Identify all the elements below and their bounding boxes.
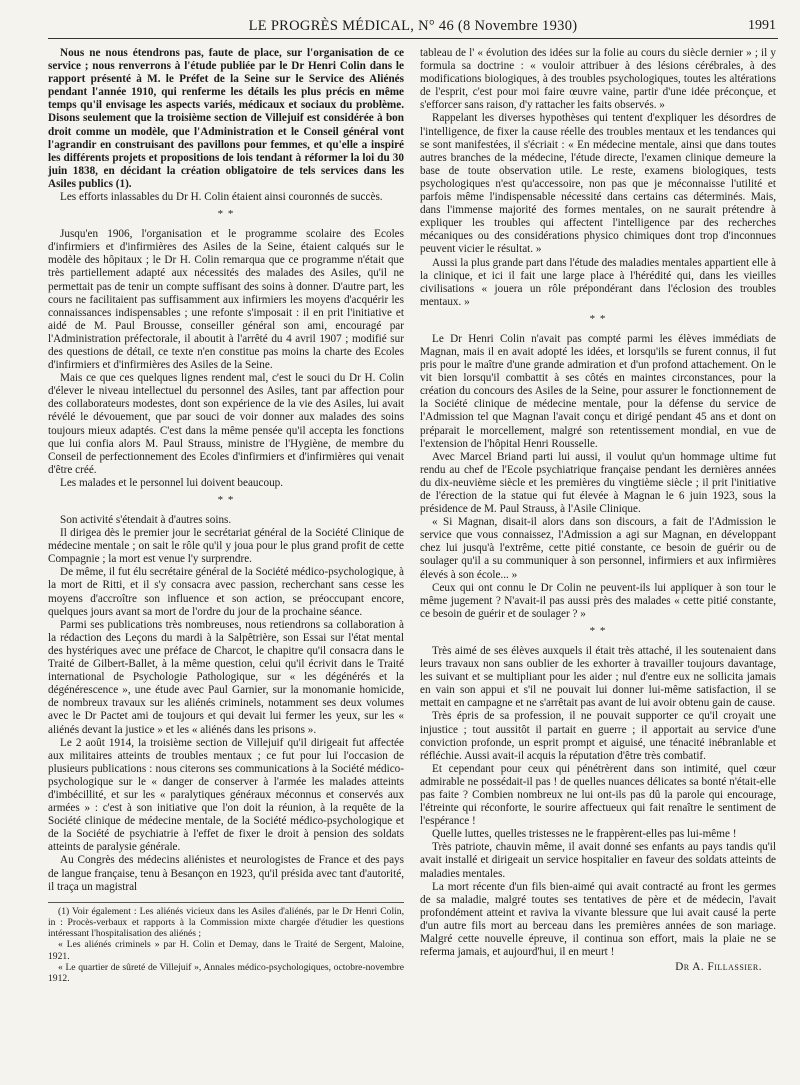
footnote: « Les aliénés criminels » par H. Colin et Demay, dans le Traité de Sergent, Maloine, 1921. [48,939,404,962]
author-signature: Dr A. Fillassier. [675,961,762,974]
paragraph: Et cependant pour ceux qui pénétrèrent dans son intimité, quel cœur admirable ne possédait-il pas ! de quelles nuances délicates sa bonté n'était-elle pas faite ? Combien nombreux ne lui ont-ils pas dû la parole qui encourage, l'étreinte qui réconforte, le sourire affectueux qui fait renaître le sentiment de l'espérance ! [420,762,776,828]
paragraph: « Si Magnan, disait-il alors dans son discours, a fait de l'Admission le service que vous connaissez, l'Admission a agi sur Magnan, en développant chez lui jusqu'à l'extrême, cette pitié constante, ce besoin de guérir ou de soulager qu'il a su communiquer à son personnel, infirmiers et aux infirmières élevés à son école... » [420,516,776,581]
section-separator: * * [217,494,235,506]
paragraph: tableau de l' « évolution des idées sur la folie au cours du siècle dernier » ; il y formula sa doctrine : « vouloir attribuer à des lésions cérébrales, à des modifications biologiques, à des troubles psychologiques, toutes les altérations de l'esprit, c'est pour moi faire œuvre vaine, partir d'une idée préconçue, et s'efforcer sans raison, d'y rattacher les faits observés. » [420,47,776,112]
paragraph: Rappelant les diverses hypothèses qui tentent d'expliquer les désordres de l'intelligence, de fixer la cause réelle des troubles mentaux et les tendances qui se sont manifestées, il s'écriait : « En médecine mentale, ainsi que dans toutes autres branches de la médecine, l'étude directe, l'examen clinique demeure la base de toute observation utile. Le reste, examens biologiques, tests psychologiques n'est qu'accessoire, non pas que je méconnaisse l'utilité et parfois même l'indispensable nécessité dans certains cas déterminés. Mais, dans l'immense majorité des formes mentales, on ne saurait prétendre à expliquer les troubles qui affectent l'intelligence par des recherches mécaniques ou des considérations physico chimiques dont trop d'inconnues peuvent vicier le résultat. » [420,112,776,256]
paragraph: Très épris de sa profession, il ne pouvait supporter ce qu'il croyait une injustice ; tout aussitôt il partait en guerre ; il apportait au service d'une conviction profonde, un esprit prompt et aiguisé, une ténacité inébranlable et réfléchie. Aussi avait-il acquis la réputation d'être très combatif. [420,710,776,762]
section-separator: * * [589,312,607,325]
paragraph: Jusqu'en 1906, l'organisation et le programme scolaire des Ecoles d'infirmiers et d'infirmières des Asiles de la Seine, étaient calqués sur le modèle des hôpitaux ; le Dr H. Colin remarqua que ce programme n'était que très partiellement adapté aux nécessités des malades des Asiles, qu'il ne permettait pas de tenir un compte suffisant des soins à donner. D'autre part, les cours ne facilitaient pas suffisamment aux infirmiers les moyens d'acquérir les connaissances indispensables ; une refonte s'imposait : il en prit l'initiative et aidé de M. Paul Brousse, conseiller général son ami, encouragé par l'Administration préfectorale, il aboutit à l'arrêté du 4 avril 1907 ; modifié sur des questions de détail, ce texte n'en constitue pas moins la charte des Ecoles d'infirmiers et d'infirmières des Asiles de la Seine. [48,228,404,372]
footnote: « Le quartier de sûreté de Villejuif », Annales médico-psychologiques, octobre-novembre 1912. [48,961,404,984]
footnote: (1) Voir également : Les aliénés vicieux dans les Asiles d'aliénés, par le Dr Henri Colin, in : Procès-verbaux et rapports à la Commission mixte chargée d'étudier les questions intéressant l'hospitalisation des aliénés ; [48,905,404,940]
section-separator: * * [217,208,235,221]
paragraph: Les efforts inlassables du Dr H. Colin étaient ainsi couronnés de succès. [60,191,383,204]
paragraph: La mort récente d'un fils bien-aimé qui avait contracté au front les germes de sa maladie, malgré toutes ses tentatives de père et de médecin, l'avait profondément atteint et raviva la vivante blessure que lui avait causé la perte d'un autre fils mort au berceau dans les premières années de son mariage. Malgré cette nouvelle épreuve, il continua son effort, mais la plaie ne se referma jamais, et aujourd'hui, il en meurt ! [420,880,776,959]
paragraph: Au Congrès des médecins aliénistes et neurologistes de France et des pays de langue française, tenu à Besançon en 1923, qu'il présida avec tant d'autorité, il traça un magistral [48,854,404,893]
paragraph: Très aimé de ses élèves auxquels il était très attaché, il les soutenaient dans leurs travaux non sans oublier de les exhorter à travailler toujours davantage, les suivant et se multipliant pour les aider ; nul d'entre eux ne sollicita jamais en vain son appui et s'il ne pouvait lui donner lui-même satisfaction, il se mettait en campagne et ne s'arrêtait pas avant de lui avoir obtenu gain de cause. [420,644,776,710]
paragraph: De même, il fut élu secrétaire général de la Société médico-psychologique, à la mort de Ritti, et il s'y consacra avec passion, recherchant sans cesse les moyens d'accroître son influence et son action, se préoccupant encore, quelques jours avant sa mort de l'ordre du jour de la prochaine séance. [48,566,404,618]
paragraph: Il dirigea dès le premier jour le secrétariat général de la Société Clinique de médecine mentale ; on sait le rôle qu'il y joua pour le plus grand profit de cette Compagnie ; la mort est venue l'y surprendre. [48,527,404,566]
running-header [48,16,778,39]
paragraph: Aussi la plus grande part dans l'étude des maladies mentales appartient elle à la clinique, et ici il fait une large place à l'hérédité qui, dans les vieilles civilisations « jouera un rôle prépondérant dans l'éclosion des troubles mentaux. » [420,256,776,308]
footnotes [48,902,404,984]
two-column-body [48,47,778,984]
paragraph: Quelle luttes, quelles tristesses ne le frappèrent-elles pas lui-même ! [432,828,737,841]
paragraph: Ceux qui ont connu le Dr Colin ne peuvent-ils lui appliquer à son tour le même jugement ? N'avait-il pas aussi près des malades « cette pitié constante, ce besoin de guérir et de soulager ? » [420,581,776,620]
journal-title: LE PROGRÈS MÉDICAL, N° 46 (8 Novembre 1930) [248,18,578,34]
paragraph: Son activité s'étendait à d'autres soins. [60,514,232,526]
paragraph: Très patriote, chauvin même, il avait donné ses enfants au pays tandis qu'il avait installé et dirigeait un service hospitalier en faveur des soldats atteints de maladies mentales. [420,841,776,880]
paragraph: Avec Marcel Briand parti lui aussi, il voulut qu'un hommage ultime fut rendu au chef de l'Ecole psychiatrique française pendant les dernières années du dix-neuvième siècle et les premières du vingtième siècle ; il prit l'initiative de l'érection de la statue qui fut élevée à Magnan le 6 juin 1923, sous la présidence de M. Paul Strauss, à l'Asile Clinique. [420,450,776,516]
paragraph: Nous ne nous étendrons pas, faute de place, sur l'organisation de ce service ; nous renverrons à l'étude publiée par le Dr Henri Colin dans le rapport présenté à M. le Préfet de la Seine sur le Service des Aliénés pendant l'année 1910, qui renferme les détails les plus précis en même temps qu'il envisage les aspects variés, médicaux et sociaux du problème. Disons seulement que la troisième section de Villejuif est considérée à bon droit comme un modèle, que l'Administration et le Conseil général vont l'agrandir en construisant des pavillons pour femmes, et qu'elle a inspiré les différents projets et propositions de lois tendant à réformer la loi du 30 juin 1838, en décidant la création obligatoire de tels services dans les Asiles publics (1). [48,47,404,190]
paragraph: Les malades et le personnel lui doivent beaucoup. [60,476,284,489]
paragraph: Le Dr Henri Colin n'avait pas compté parmi les élèves immédiats de Magnan, mais il en avait adopté les idées, et lorsqu'ils se furent connus, il fut pris pour le maître d'une grande admiration et d'un profond attachement. On le vit bien lorsqu'il combattit à ses côtés en maintes circonstances, pour la création du concours des Asiles de la Seine, pour assurer le fonctionnement de la Société clinique de médecine mentale, pour la défense du service de l'Admission tel que Magnan l'avait conçu et dirigé pendant 45 ans et dont on préparait le morcellement, malgré son retentissement mondial, en vue de l'extension de l'hôpital Henri Rousselle. [420,332,776,450]
paragraph: Le 2 août 1914, la troisième section de Villejuif qu'il dirigeait fut affectée aux militaires atteints de troubles mentaux ; ce fut pour lui l'occasion de plusieurs publications : nous citerons ses communications à la Société médico-psychologique sur le « danger de conserver à l'armée les malades atteints d'imbécillité, et sur les « paralytiques généraux méconnus et conservés aux armées » : c'est à son initiative que l'on doit la réunion, à la requête de la Société clinique de médecine mentale, de la Société médico-psychologique et de la Société de psychiatrie à l'effet de fixer le droit à pension des soldats atteints de paralysie générale. [48,736,404,854]
page-number: 1991 [748,18,776,33]
left-column [48,47,404,984]
right-column [420,47,776,984]
paragraph: Mais ce que ces quelques lignes rendent mal, c'est le souci du Dr H. Colin d'élever le niveau intellectuel du personnel des Asiles, tant par affection pour des collaborateurs modestes, dont son expérience de la vie des Asiles, lui avait révélé le dévouement, que par souci de voir donner aux malades des soins toujours mieux adaptés. C'est dans la même pensée qu'il accepta les fonctions que lui confia alors M. Paul Strauss, ministre de l'Hygiène, de membre du Conseil de perfectionnement des Ecoles d'infirmiers et d'infirmières qui venait d'être créé. [48,372,404,476]
paragraph: Parmi ses publications très nombreuses, nous retiendrons sa collaboration à la rédaction des Leçons du mardi à la Salpêtrière, son Essai sur l'état mental des hystériques avec une préface de Charcot, le chapitre qu'il consacra dans le Traité de Gilbert-Ballet, à la même question, celui qu'il écrivit dans le Traité international de Psychologie Pathologique, sur « les dégénérés et la dégénérescence », une étude avec Paul Garnier, sur la monomanie homicide, de nombreux travaux sur les aliénés criminels, notamment ses deux volumes avec le Dr Pactet ami de toujours et qui devait lui fermer les yeux, sur les « aliénés devant la justice » et les « aliénés dans les prisons ». [48,618,404,736]
section-separator: * * [589,624,607,637]
